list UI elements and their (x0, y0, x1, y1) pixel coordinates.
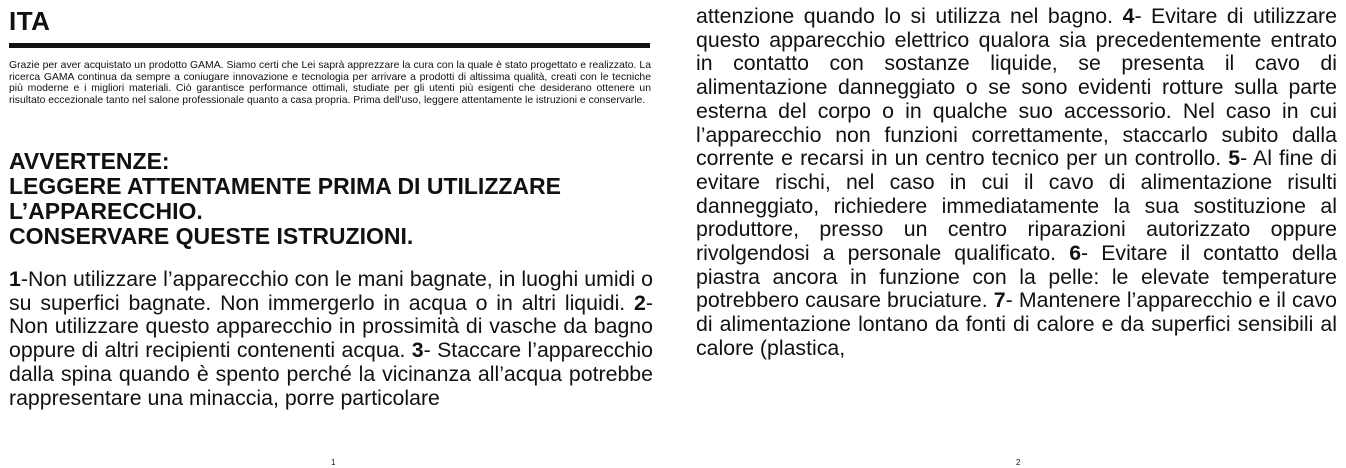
warnings-heading (9, 149, 669, 249)
instruction-5-text: - Al fine di evitare rischi, nel caso in cui il cavo di alimentazione risulti danneggiato, richiedere immediatamente la sua sostituzione al produttore, presso un centro riparazioni autorizzato oppure rivolgendosi a personale qualificato. (696, 146, 1337, 266)
instruction-3-continuation: attenzione quando lo si utilizza nel bagno. (696, 4, 1123, 28)
page-number-left: 1 (331, 458, 336, 467)
instruction-1-text: -Non utilizzare l’apparecchio con le mani bagnate, in luoghi umidi o su superfici bagnate. Non immergerlo in acqua o in altri liquidi. (9, 267, 653, 315)
instruction-6-text: - Evitare il contatto della piastra ancora in funzione con la pelle: le elevate temperature potrebbero causare bruciature. (696, 241, 1337, 313)
heading-rule (9, 43, 650, 48)
warnings-read-line: LEGGERE ATTENTAMENTE PRIMA DI UTILIZZARE (9, 173, 561, 199)
instruction-6-number: 6 (1069, 241, 1082, 266)
instruction-1-number: 1 (9, 267, 21, 291)
page-number-right: 2 (1016, 458, 1021, 467)
instruction-4-number: 4 (1122, 4, 1135, 28)
language-heading: ITA (9, 6, 51, 36)
instructions-right-column (696, 5, 1337, 361)
intro-paragraph: Grazie per aver acquistato un prodotto GAMA. Siamo certi che Lei saprà apprezzare la cura con la quale è stato progettato e realizzato. La ricerca GAMA continua da sempre a coniugare innovazione e tecnologia per arrivare a prodotti di altissima qualità, creati con le tecniche più moderne e i migliori materiali. Ciò garantisce performance ottimali, studiate per gli utenti più esigenti che desiderano ottenere un risultato eccezionale tanto nel salone professionale quanto a casa propria. Prima dell'uso, leggere attentamente le istruzioni e conservarle. (9, 60, 651, 106)
instruction-2-number: 2 (634, 290, 646, 315)
instruction-7-text: - Mantenere l’apparecchio e il cavo di alimentazione lontano da fonti di calore e da superfici sensibili al calore (plastica, (696, 288, 1337, 360)
instruction-3-number: 3 (411, 338, 424, 363)
instruction-4-text: - Evitare di utilizzare questo apparecchio elettrico qualora sia precedentemente entrato in contatto con sostanze liquide, se presenta il cavo di alimentazione danneggiato o se sono evidenti rotture sulla parte esterna del corpo o in qualche suo accessorio. Nel caso in cui l’apparecchio non funzioni correttamente, staccarlo subito dalla corrente e recarsi in un centro tecnico per un controllo. (696, 4, 1337, 171)
instruction-7-number: 7 (993, 288, 1006, 313)
warnings-keep-line: CONSERVARE QUESTE ISTRUZIONI. (9, 223, 414, 249)
instructions-left-column (9, 268, 653, 410)
instruction-5-number: 5 (1228, 146, 1241, 171)
instruction-2-text: - Non utilizzare questo apparecchio in prossimità di vasche da bagno oppure di altri recipienti contenenti acqua. (9, 290, 653, 363)
warnings-device-line: L’APPARECCHIO. (9, 198, 203, 224)
instruction-3-text: - Staccare l’apparecchio dalla spina quando è spento perché la vicinanza all’acqua potrebbe rappresentare una minaccia, porre particolare (9, 338, 653, 410)
warnings-title: AVVERTENZE: (9, 148, 170, 174)
